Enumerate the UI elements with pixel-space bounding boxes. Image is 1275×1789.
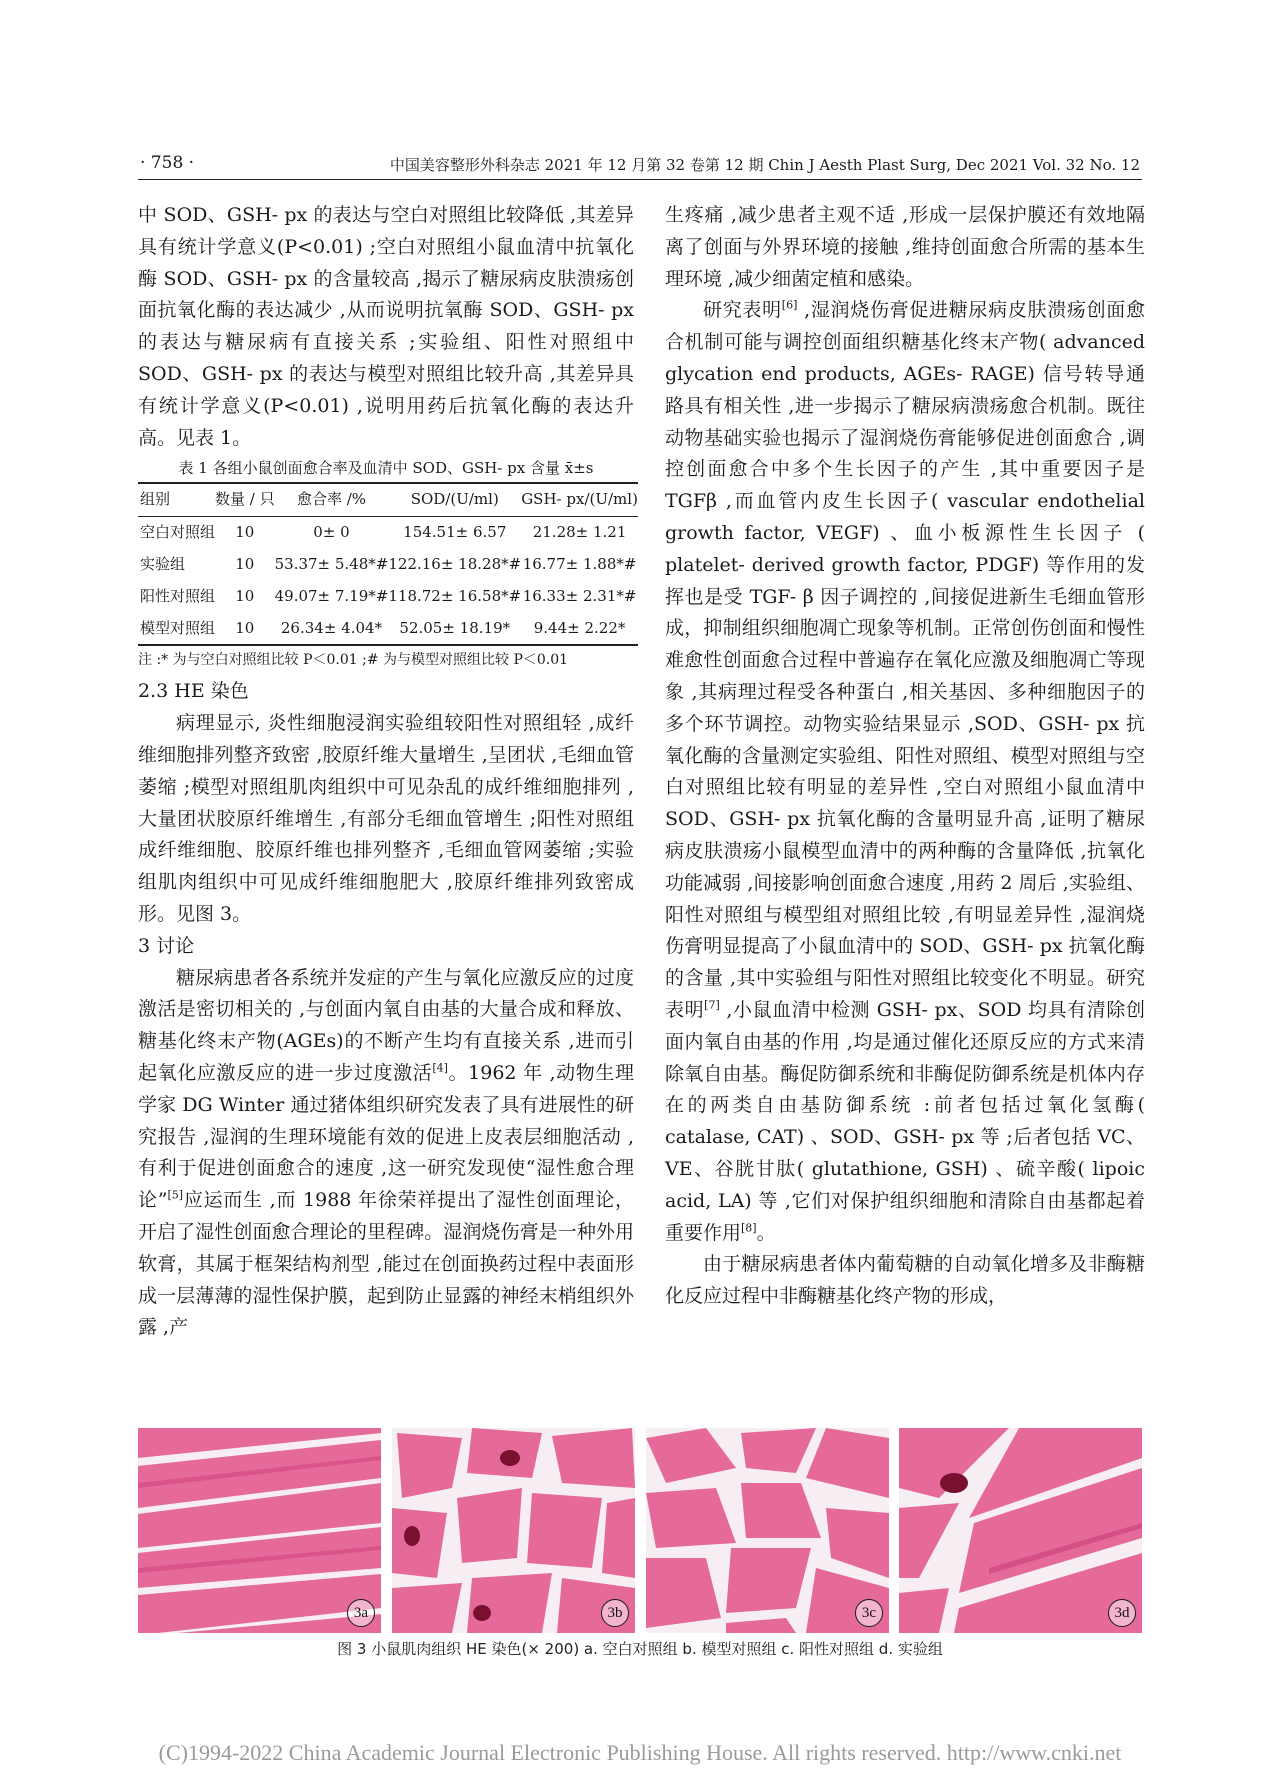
citation-link[interactable]: [6] <box>781 299 798 313</box>
table-cell: 122.16± 18.28*# <box>388 554 522 573</box>
paragraph-text: ,小鼠血清中检测 GSH- px、SOD 均具有清除创面内氧自由基的作用 ,均是通过催化还原反应的方式来清除氧自由基。酶促防御系统和非酶促防御系统是机体内存在的两类自由基防御系统 :前者包括过氧化氢酶( catalase, CAT) 、SOD、GSH- px 等 ;后者包括 VC、VE、谷胱甘肽( glutathione, GSH) 、硫辛酸( lipoic acid, LA) 等 ,它们对保护组织细胞和清除自由基都起着重要作用 <box>665 998 1145 1244</box>
paragraph-text: 研究表明 <box>703 299 782 322</box>
micrograph-panel <box>392 1428 635 1633</box>
table-cell: 空白对照组 <box>140 523 216 542</box>
table-cell: 模型对照组 <box>138 613 215 646</box>
panel-label: 3a <box>347 1599 375 1627</box>
paragraph-text: 。 <box>756 1221 776 1244</box>
table-cell: 0± 0 <box>313 523 350 542</box>
table-row <box>138 581 638 613</box>
table-header-row <box>138 483 638 516</box>
table-cell: 52.05± 18.19* <box>388 613 521 646</box>
table-cell: 10 <box>215 613 275 646</box>
table-caption: 表 1 各组小鼠创面愈合率及血清中 SOD、GSH- px 含量 x̄±s <box>178 459 594 478</box>
table-cell: 49.07± 7.19*# <box>274 586 389 605</box>
paragraph: 由于糖尿病患者体内葡萄糖的自动氧化增多及非酶糖化反应过程中非酶糖基化终产物的形成， <box>665 1253 1145 1308</box>
table-cell: 21.28± 1.21 <box>532 523 627 542</box>
table-header-cell: 数量 / 只 <box>215 483 275 516</box>
table-cell: 10 <box>235 554 255 573</box>
page-header <box>140 153 1140 177</box>
paragraph-text: 。1962 年 ,动物生理学家 DG Winter 通过猪体组织研究发表了具有进展性的研究报告 ,湿润的生理环境能有效的促进上皮表层细胞活动 ,有利于促进创面愈合的速度 ,这一研究发现使“湿性愈合理论” <box>138 1061 634 1212</box>
table-cell: 10 <box>235 586 255 605</box>
figure-3 <box>138 1428 1142 1633</box>
right-column <box>665 200 1145 1313</box>
running-title: 中国美容整形外科杂志 2021 年 12 月第 32 卷第 12 期 Chin J Aesth Plast Surg, Dec 2021 Vol. 32 No. 12 <box>389 156 1140 174</box>
micrograph-panel <box>138 1428 381 1633</box>
table-cell: 53.37± 5.48*# <box>274 554 389 573</box>
table-row <box>138 613 638 646</box>
paragraph: 病理显示, 炎性细胞浸润实验组较阳性对照组轻 ,成纤维细胞排列整齐致密 ,胶原纤维大量增生 ,呈团状 ,毛细血管萎缩 ;模型对照组肌肉组织中可见杂乱的成纤维细胞排列 ,大量团状胶原纤维增生 ,有部分毛细血管增生 ;阳性对照组成纤维细胞、胶原纤维也排列整齐 ,毛细血管网萎缩 ;实验组肌肉组织中可见成纤维细胞肥大 ,胶原纤维排列致密成形。见图 3。 <box>138 712 634 925</box>
table-cell: 16.33± 2.31*# <box>522 586 637 605</box>
table-cell: 阳性对照组 <box>140 586 216 605</box>
table-cell: 118.72± 16.58*# <box>388 586 522 605</box>
micrograph-image <box>392 1428 635 1633</box>
paragraph-text: 应运而生 ,而 1988 年徐荣祥提出了湿性创面理论，开启了湿性创面愈合理论的里程碑。湿润烧伤膏是一种外用软膏，其属于框架结构剂型 ,能过在创面换药过程中表面形成一层薄薄的湿性保护膜，起到防止显露的神经末梢组织外露 ,产 <box>138 1189 635 1339</box>
micrograph-image <box>899 1428 1142 1633</box>
table-header-cell: GSH- px/(U/ml) <box>521 483 638 516</box>
header-rule <box>138 179 1142 180</box>
panel-label: 3b <box>601 1599 629 1627</box>
table-cell: 9.44± 2.22* <box>521 613 638 646</box>
micrograph-panel <box>646 1428 889 1633</box>
table-note: 注 :* 为与空白对照组比较 P＜0.01 ;# 为与模型对照组比较 P＜0.01 <box>138 652 569 669</box>
micrograph-image <box>646 1428 889 1633</box>
paragraph: 中 SOD、GSH- px 的表达与空白对照组比较降低 ,其差异具有统计学意义(P<0.01) ;空白对照组小鼠血清中抗氧化酶 SOD、GSH- px 的含量较高 ,揭示了糖尿病皮肤溃疡创面抗氧化酶的表达减少 ,从而说明抗氧酶 SOD、GSH- px 的表达与糖尿病有直接关系 ;实验组、阳性对照组中 SOD、GSH- px 的表达与模型对照组比较升高 ,其差异具有统计学意义(P<0.01) ,说明用药后抗氧化酶的表达升高。见表 1。 <box>138 204 634 449</box>
table-header-cell: 愈合率 /% <box>275 483 389 516</box>
citation-link[interactable]: [7] <box>704 998 720 1012</box>
section-heading: 2.3 HE 染色 <box>138 680 249 703</box>
section-heading: 3 讨论 <box>138 934 195 957</box>
citation-link[interactable]: [4] <box>432 1061 448 1075</box>
panel-label: 3d <box>1108 1599 1136 1627</box>
citation-link[interactable]: [8] <box>741 1221 757 1235</box>
table-cell: 26.34± 4.04* <box>275 613 389 646</box>
paragraph: 生疼痛 ,减少患者主观不适 ,形成一层保护膜还有效地隔离了创面与外界环境的接触 ,维持创面愈合所需的基本生理环境 ,减少细菌定植和感染。 <box>665 204 1145 290</box>
paragraph-text: 糖尿病患者各系统并发症的产生与氧化应激反应的过度激活是密切相关的 ,与创面内氧自由基的大量合成和释放、糖基化终末产物(AGEs)的不断产生均有直接关系 ,进而引起氧化应激反应的进一步过度激活 <box>138 966 634 1084</box>
table-cell: 16.77± 1.88*# <box>522 554 637 573</box>
paragraph-text: ,湿润烧伤膏促进糖尿病皮肤溃疡创面愈合机制可能与调控创面组织糖基化终末产物( advanced glycation end products, AGEs- RAGE) 信号转导通路具有相关性 ,进一步揭示了糖尿病溃疡愈合机制。既往动物基础实验也揭示了湿润烧伤膏能够促进创面愈合 ,调控创面愈合中多个生长因子的产生 ,其中重要因子是 TGFβ ,而血管内皮生长因子( vascular endothelial growth factor, VEGF) 、血小板源性生长因子 ( platelet- derived growth factor, PDGF) 等作用的发挥也是受 TGF- β 因子调控的 ,间接促进新生毛细血管形成，抑制组织细胞凋亡现象等机制。正常创伤创面和慢性难愈性创面愈合过程中普遍存在氧化应激及细胞凋亡等现象 ,其病理过程受各种蛋白 ,相关基因、多种细胞因子的多个环节调控。动物实验结果显示 ,SOD、GSH- px 抗氧化酶的含量测定实验组、阳性对照组、模型对照组与空白对照组比较有明显的差异性 ,空白对照组小鼠血清中 SOD、GSH- px 抗氧化酶的含量明显升高 ,证明了糖尿病皮肤溃疡小鼠模型血清中的两种酶的含量降低 ,抗氧化功能减弱 ,间接影响创面愈合速度 ,用药 2 周后 ,实验组、阳性对照组与模型组对照组比较 ,有明显差异性 ,湿润烧伤膏明显提高了小鼠血清中的 SOD、GSH- px 抗氧化酶的含量 ,其中实验组与阳性对照组比较变化不明显。研究表明 <box>665 299 1145 1021</box>
table-row <box>138 549 638 581</box>
page-number: · 758 · <box>140 153 195 173</box>
paragraph <box>665 295 1145 1249</box>
citation-link[interactable]: [5] <box>167 1188 184 1202</box>
table-cell: 实验组 <box>140 554 186 573</box>
table-row <box>138 517 638 549</box>
left-column <box>138 200 638 1344</box>
figure-caption: 图 3 小鼠肌肉组织 HE 染色(× 200) a. 空白对照组 b. 模型对照组 c. 阳性对照组 d. 实验组 <box>337 1640 943 1658</box>
table-header-cell: SOD/(U/ml) <box>388 483 521 516</box>
micrograph-panel <box>899 1428 1142 1633</box>
panel-label: 3c <box>855 1599 883 1627</box>
table-cell: 154.51± 6.57 <box>403 523 507 542</box>
micrograph-image <box>138 1428 381 1633</box>
table-cell: 10 <box>235 523 255 542</box>
results-table <box>138 482 638 646</box>
paragraph <box>138 963 634 1345</box>
table-header-cell: 组别 <box>138 483 215 516</box>
copyright-footer: (C)1994-2022 China Academic Journal Electronic Publishing House. All rights reserved. http://www.cnki.net <box>158 1740 1122 1765</box>
